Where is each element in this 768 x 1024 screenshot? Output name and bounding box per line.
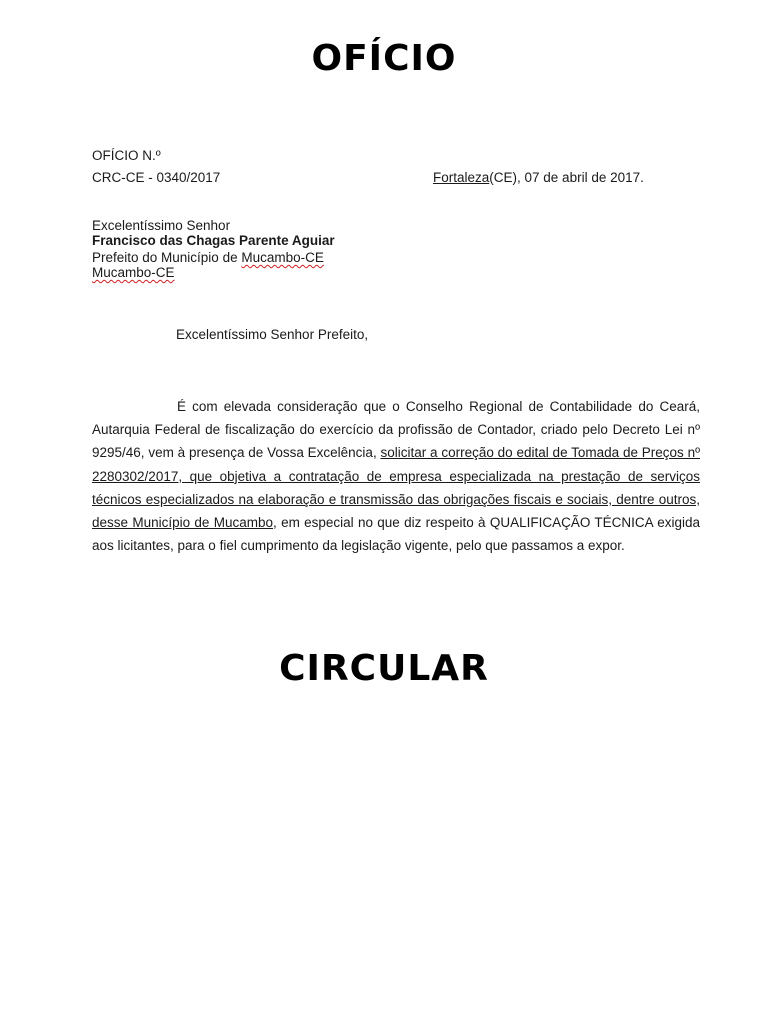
letter-date [433, 170, 644, 185]
letter-reference-label: OFÍCIO N.º [92, 148, 161, 163]
date-rest: (CE), 07 de abril de 2017. [489, 170, 644, 185]
page-title-oficio: OFÍCIO [311, 38, 457, 79]
body-underlined: solicitar a correção do edital de Tomada de Preços nº 2280302/2017, que objetiva a contratação de empresa especializada na prestação de serviços técnicos especializados na elaboração e transmissão das obrigações fiscais e sociais, dentre outros, desse Município de Mucambo [92, 445, 701, 531]
date-city: Fortaleza [433, 170, 490, 185]
addressee-name: Francisco das Chagas Parente Aguiar [92, 233, 335, 248]
addressee-role-city: Mucambo-CE [241, 250, 324, 265]
addressee-role-prefix: Prefeito do Município de [92, 250, 242, 265]
body-part-1: É com elevada consideração que o Conselho Regional de Contabilidade do Ceará, Autarquia Federal de fiscalização do exercício da profissão de Contador, criado pelo Decreto Lei nº 9295/46, vem à presença de Vossa Excelência, [92, 399, 700, 461]
letter-reference-number: CRC-CE - 0340/2017 [92, 170, 221, 185]
addressee-role [92, 250, 324, 265]
body-part-2: , em especial no que diz respeito à QUALIFICAÇÃO TÉCNICA exigida aos licitantes, para o fiel cumprimento da legislação vigente, pelo que passamos a expor. [92, 515, 700, 554]
scanned-letter [92, 140, 702, 580]
addressee-city: Mucambo-CE [92, 265, 175, 280]
letter-body [92, 395, 700, 557]
section-title-circular: CIRCULAR [279, 648, 489, 689]
salutation: Excelentíssimo Senhor Prefeito, [176, 327, 369, 342]
addressee-title: Excelentíssimo Senhor [92, 218, 231, 233]
